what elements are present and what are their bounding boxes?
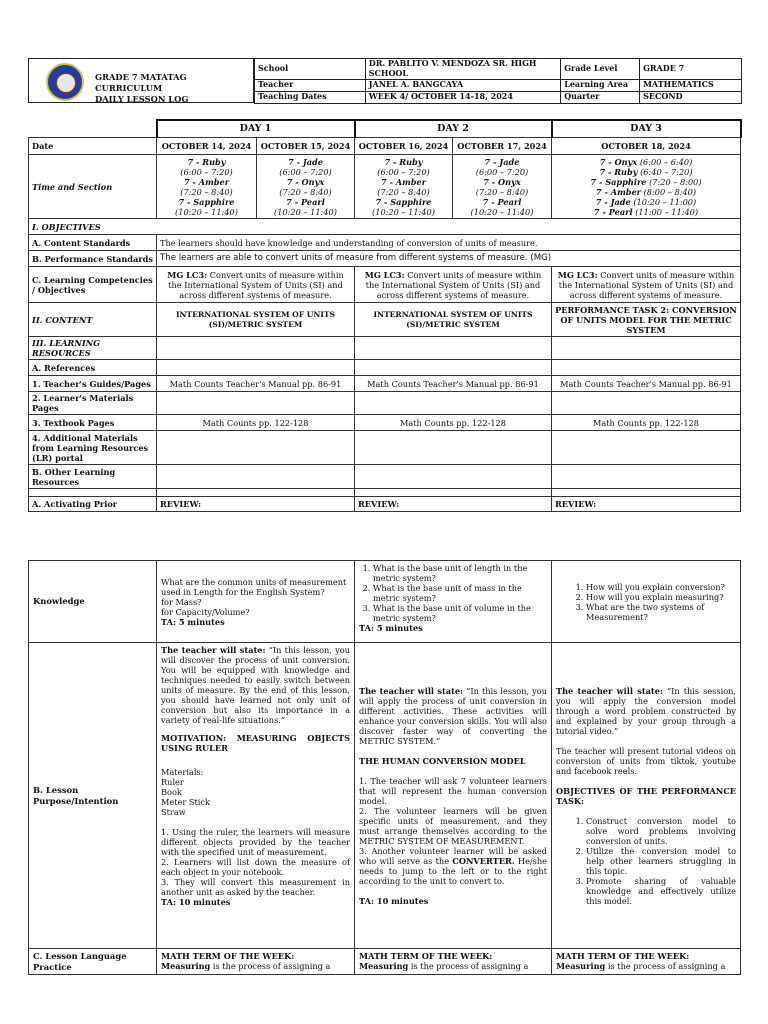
- deped-seal-icon: [46, 63, 84, 101]
- references-label: A. References: [29, 360, 157, 376]
- header: [28, 58, 742, 103]
- teachers-guide-day2: Math Counts Teacher's Manual pp. 86-91: [355, 376, 552, 392]
- content-standards-text: The learners should have knowledge and understanding of conversion of units of measure.: [157, 235, 741, 251]
- time-section-day3: 7 - Onyx (6:00 – 6:40) 7 - Ruby (6:40 – 7:20) 7 - Sapphire (7:20 – 8:00) 7 - Amber (8:00 – 8:40) 7 - Jade (10:20 – 11:00) 7 - Pearl (11:00 – 11:40): [552, 155, 741, 219]
- activating-prior-label: A. Activating Prior: [29, 497, 157, 512]
- quarter-value: SECOND: [640, 91, 742, 103]
- knowledge-day3: 1. How will you explain conversion? 2. How will you explain measuring? 3. What are the two systems of Measurement?: [552, 561, 741, 643]
- content-standards-label: A. Content Standards: [29, 235, 157, 251]
- time-section-label: Time and Section: [29, 155, 157, 219]
- teaching-dates-value: WEEK 4/ OCTOBER 14-18, 2024: [365, 91, 560, 103]
- other-resources-label: B. Other Learning Resources: [29, 465, 157, 489]
- competency-day2: MG LC3: Convert units of measure within the International System of Units (SI) and across different systems of measure.: [355, 267, 552, 303]
- performance-standards-label: B. Performance Standards: [29, 251, 157, 267]
- teachers-guide-label: 1. Teacher's Guides/Pages: [29, 376, 157, 392]
- lesson-procedure-table: [28, 560, 741, 975]
- quarter-label: Quarter: [561, 91, 640, 103]
- day2-header: DAY 2: [355, 120, 552, 138]
- language-day1: MATH TERM OF THE WEEK: Measuring is the process of assigning a: [157, 949, 355, 975]
- teachers-guide-day3: Math Counts Teacher's Manual pp. 86-91: [552, 376, 741, 392]
- time-section-day2a: 7 - Ruby (6:00 – 7:20) 7 - Amber (7:20 – 8:40) 7 - Sapphire (10:20 – 11:40): [355, 155, 453, 219]
- purpose-day1: The teacher will state: “In this lesson, you will discover the process of unit conversion. You will be equipped with knowledge and techniques needed to easily switch between units of measure. By the end of this lesson, you should have learned not only unit of conversion but also its importance in a variety of real-life situations.” MOTIVATION: MEASURING OBJECTS USING RULER Materials: Ruler Book Meter Stick Straw 1. Using the ruler, the learners will measure different objects provided by the teacher with the specified unit of measurement. 2. Learners will list down the measure of each object in your notebook. 3. They will convert this measurement in another unit as asked by the teacher. TA: 10 minutes: [157, 643, 355, 949]
- content-day1: INTERNATIONAL SYSTEM OF UNITS (SI)/METRIC SYSTEM: [157, 303, 355, 337]
- header-title-block: [28, 58, 254, 103]
- date-oct15: OCTOBER 15, 2024: [257, 138, 355, 155]
- purpose-day3: The teacher will state: “In this session, you will apply the conversion model through a word problem constructed by and explained by your group through a tutorial video.” The teacher will present tutorial videos on conversion of units from tiktok, youtube and facebook reels. OBJECTIVES OF THE PERFORMANCE TASK: 1. Construct conversion model to solve word problems involving conversion of units. 2. Utilize the conversion model to help other learners struggling in this topic. 3. Promote sharing of valuable knowledge and effectively utilize this model.: [552, 643, 741, 949]
- learning-area-value: MATHEMATICS: [640, 79, 742, 91]
- date-oct17: OCTOBER 17, 2024: [453, 138, 552, 155]
- time-section-day1b: 7 - Jade (6:00 – 7:20) 7 - Onyx (7:20 – 8:40) 7 - Pearl (10:20 – 11:40): [257, 155, 355, 219]
- teaching-dates-label: Teaching Dates: [255, 91, 366, 103]
- day1-header: DAY 1: [157, 120, 355, 138]
- teachers-guide-day1: Math Counts Teacher's Manual pp. 86-91: [157, 376, 355, 392]
- textbook-day3: Math Counts pp. 122-128: [552, 415, 741, 431]
- date-oct16: OCTOBER 16, 2024: [355, 138, 453, 155]
- date-oct18: OCTOBER 18, 2024: [552, 138, 741, 155]
- grade-level-label: Grade Level: [561, 59, 640, 80]
- language-day2: MATH TERM OF THE WEEK: Measuring is the process of assigning a: [355, 949, 552, 975]
- teacher-value: JANEL A. BANGCAYA: [365, 79, 560, 91]
- review-day3: REVIEW:: [552, 497, 741, 512]
- purpose-day2: The teacher will state: “In this lesson, you will apply the process of unit conversion in different activities. These activities will enhance your conversion skills. You will also discover faster way of converting the METRIC SYSTEM.” THE HUMAN CONVERSION MODEL 1. The teacher will ask 7 volunteer learners that will represent the human conversion model. 2. The volunteer learners will be given specific units of measurement, and they must arrange themselves according to the METRIC SYSTEM OF MEASUREMENT. 3. Another volunteer learner will be asked who will serve as the CONVERTER. He/she needs to jump to the left or to the right according to the unit to convert to. TA: 10 minutes: [355, 643, 552, 949]
- school-label: School: [255, 59, 366, 80]
- additional-materials-label: 4. Additional Materials from Learning Resources (LR) portal: [29, 431, 157, 465]
- textbook-label: 3. Textbook Pages: [29, 415, 157, 431]
- content-day3: PERFORMANCE TASK 2: CONVERSION OF UNITS MODEL FOR THE METRIC SYSTEM: [552, 303, 741, 337]
- review-day1: REVIEW:: [157, 497, 355, 512]
- lesson-purpose-label: B. Lesson Purpose/Intention: [29, 643, 157, 949]
- knowledge-label: Knowledge: [29, 561, 157, 643]
- learning-resources-heading: III. LEARNING RESOURCES: [29, 337, 157, 360]
- knowledge-day2: 1. What is the base unit of length in the metric system? 2. What is the base unit of mass in the metric system? 3. What is the base unit of volume in the metric system? TA: 5 minutes: [355, 561, 552, 643]
- knowledge-day1: What are the common units of measurement used in Length for the English System? for Mass? for Capacity/Volume? TA: 5 minutes: [157, 561, 355, 643]
- header-title: GRADE 7 MATATAG CURRICULUM DAILY LESSON LOG: [95, 72, 189, 104]
- textbook-day2: Math Counts pp. 122-128: [355, 415, 552, 431]
- performance-standards-text: The learners are able to convert units of measure from different systems of measure. (MG): [157, 251, 741, 267]
- lesson-log-table: [28, 119, 742, 512]
- content-day2: INTERNATIONAL SYSTEM OF UNITS (SI)/METRIC SYSTEM: [355, 303, 552, 337]
- teacher-label: Teacher: [255, 79, 366, 91]
- competency-day3: MG LC3: Convert units of measure within the International System of Units (SI) and across different systems of measure.: [552, 267, 741, 303]
- header-info-table: [254, 58, 742, 104]
- time-section-day2b: 7 - Jade (6:00 – 7:20) 7 - Onyx (7:20 – 8:40) 7 - Pearl (10:20 – 11:40): [453, 155, 552, 219]
- learning-area-label: Learning Area: [561, 79, 640, 91]
- day3-header: DAY 3: [552, 120, 741, 138]
- competencies-label: C. Learning Competencies / Objectives: [29, 267, 157, 303]
- objectives-heading: I. OBJECTIVES: [29, 219, 741, 235]
- date-label: Date: [29, 138, 157, 155]
- language-practice-label: C. Lesson Language Practice: [29, 949, 157, 975]
- competency-day1: MG LC3: Convert units of measure within the International System of Units (SI) and across different systems of measure.: [157, 267, 355, 303]
- school-value: DR. PABLITO V. MENDOZA SR. HIGH SCHOOL: [365, 59, 560, 80]
- date-oct14: OCTOBER 14, 2024: [157, 138, 257, 155]
- review-day2: REVIEW:: [355, 497, 552, 512]
- learners-materials-label: 2. Learner's Materials Pages: [29, 392, 157, 415]
- time-section-day1a: 7 - Ruby (6:00 – 7:20) 7 - Amber (7:20 – 8:40) 7 - Sapphire (10:20 – 11:40): [157, 155, 257, 219]
- grade-level-value: GRADE 7: [640, 59, 742, 80]
- content-label: II. CONTENT: [29, 303, 157, 337]
- textbook-day1: Math Counts pp. 122-128: [157, 415, 355, 431]
- language-day3: MATH TERM OF THE WEEK: Measuring is the process of assigning a: [552, 949, 741, 975]
